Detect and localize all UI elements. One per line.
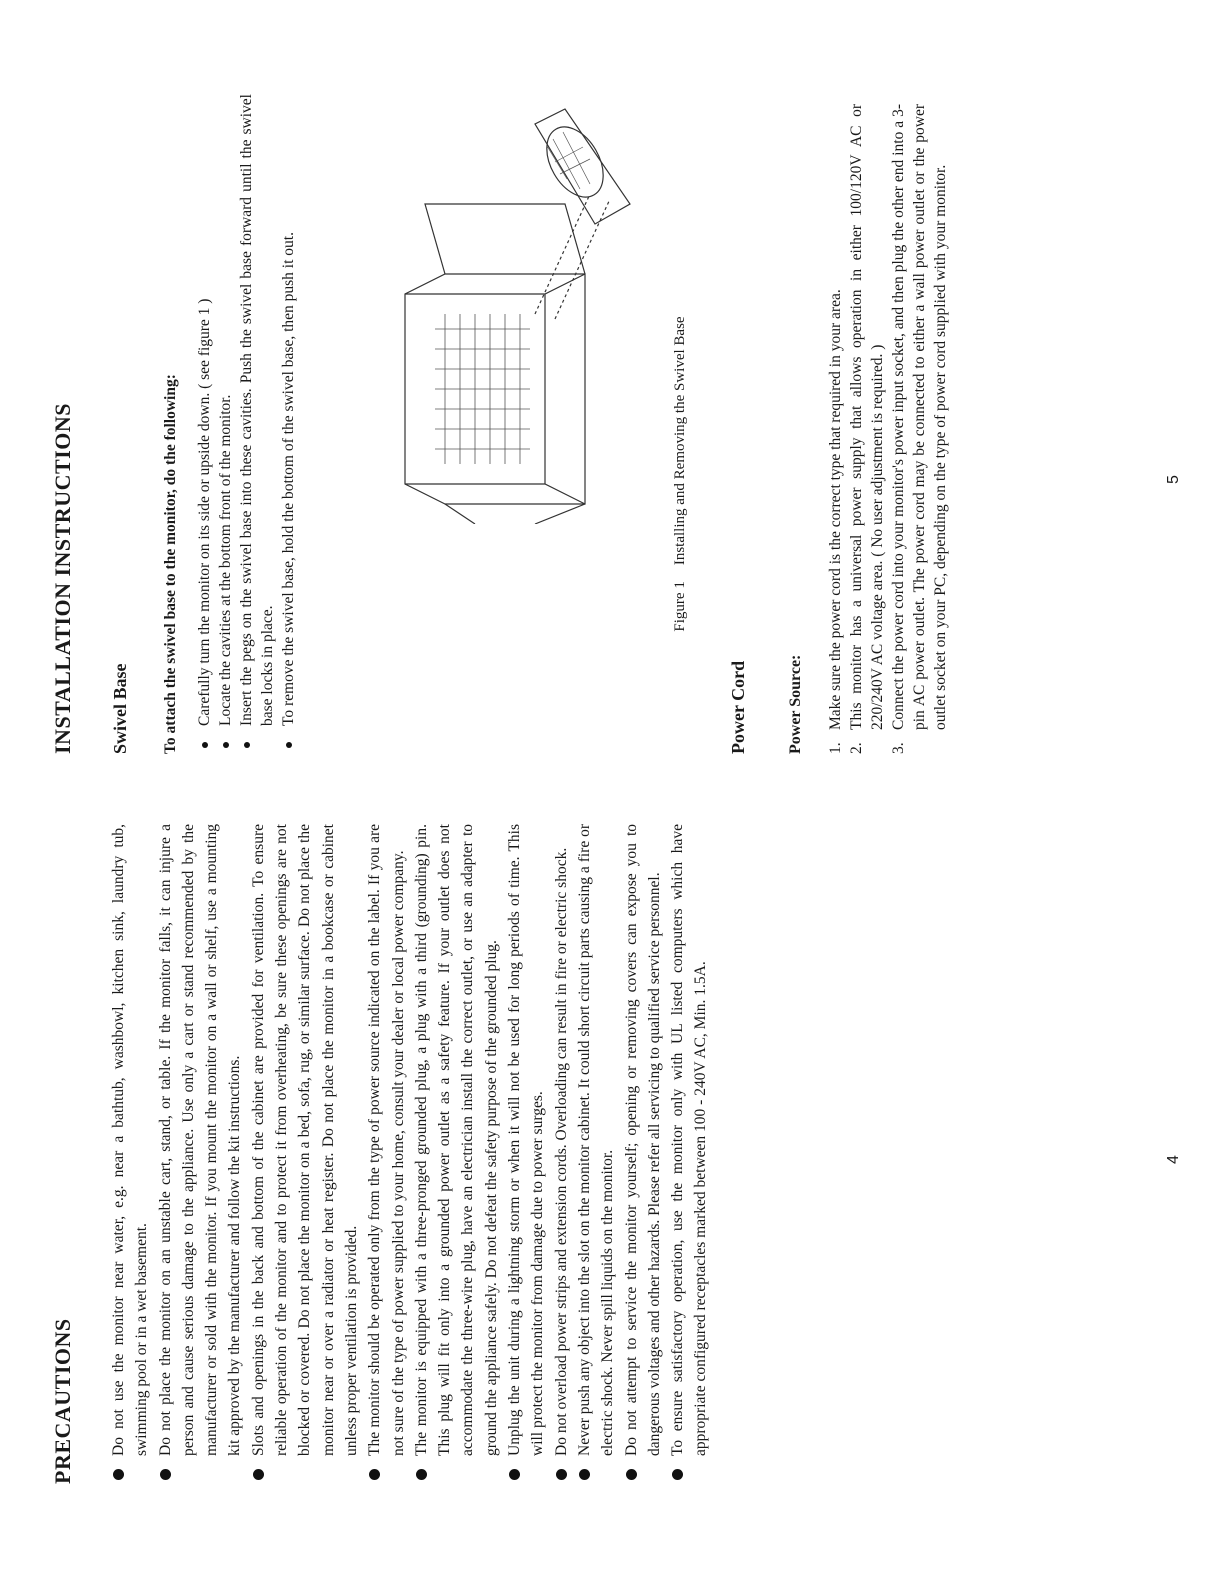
power-steps-list <box>825 104 951 754</box>
bullet-icon <box>286 742 292 748</box>
bullet-icon <box>416 1469 427 1480</box>
bullet-icon <box>556 1469 567 1480</box>
bullet-icon <box>579 1469 590 1480</box>
list-item: The monitor should be operated only from the type of power source indicated on the label. If you are not sure of the type of power supplied to your home, consult your dealer or local power company. <box>363 824 410 1484</box>
list-item: 2. This monitor has a universal power supply that allows operation in either 100/120V AC or 220/240V AC voltage area. ( No user adjustment is required. ) <box>848 104 886 754</box>
figure-caption-text: Installing and Removing the Swivel Base <box>672 316 688 566</box>
monitor-swivel-drawing <box>385 104 635 524</box>
bullet-icon <box>202 742 208 748</box>
list-item: To remove the swivel base, hold the bottom of the swivel base, then push it out. <box>278 94 299 754</box>
bullet-icon <box>113 1469 124 1480</box>
bullet-icon <box>626 1469 637 1480</box>
figure-swivel-base-illustration <box>385 104 635 524</box>
list-item: To ensure satisfactory operation, use the monitor only with UL listed computers which have appropriate configured receptacles marked between 100 - 240V AC, Min. 1.5A. <box>666 824 713 1484</box>
page-title-installation: INSTALLATION INSTRUCTIONS <box>50 403 75 754</box>
list-item: Slots and openings in the back and bottom of the cabinet are provided for ventilation. To ensure reliable operation of the monitor and to protect it from overheating, be sure these openings are not blocked or covered. Do not place the monitor on a bed, sofa, rug, or similar surface. Do not place the monitor near or over a radiator or heat register. Do not place the monitor in a bookcase or cabinet unless proper ventilation is provided. <box>247 824 363 1484</box>
swivel-intro: To attach the swivel base to the monitor, do the following: <box>162 374 179 754</box>
list-item: Do not place the monitor on an unstable cart, stand, or table. If the monitor falls, it can injure a person and cause serious damage to the appliance. Use only a cart or stand recommended by the manufacturer or sold with the monitor. If you mount the monitor on a wall or shelf, use a mounting kit approved by the manufacturer and follow the kit instructions. <box>154 824 247 1484</box>
bullet-icon <box>253 1469 264 1480</box>
figure-number: Figure 1 <box>672 581 688 632</box>
list-item: The monitor is equipped with a three-pronged grounded plug, a plug with a third (grounding) pin. This plug will fit only into a grounded power outlet as a safety feature. If your outlet does not accommodate the three-wire plug, have an electrician install the correct outlet, or use an adapter to ground the appliance safely. Do not defeat the safety purpose of the grounded plug. <box>410 824 503 1484</box>
subheading-power-source: Power Source: <box>787 654 804 754</box>
figure-caption <box>672 194 689 754</box>
list-item: Do not use the monitor near water, e.g. near a bathtub, washbowl, kitchen sink, laundry tub, swimming pool or in a wet basement. <box>107 824 154 1484</box>
bullet-icon <box>223 742 229 748</box>
section-heading-swivel-base: Swivel Base <box>110 663 130 754</box>
left-page <box>0 804 1224 1484</box>
list-item: 3. Connect the power cord into your monitor's power input socket, and then plug the other end into a 3-pin AC power outlet. The power cord may be connected to either a wall power outlet or the power outlet socket on your PC, depending on the type of power cord supplied with your monitor. <box>890 104 949 754</box>
list-item: Insert the pegs on the swivel base into these cavities. Push the swivel base forward until the swivel base locks in place. <box>236 94 278 754</box>
list-item: Never push any object into the slot on the monitor cabinet. It could short circuit parts causing a fire or electric shock. Never spill liquids on the monitor. <box>573 824 620 1484</box>
bullet-icon <box>244 742 250 748</box>
bullet-icon <box>509 1469 520 1480</box>
bullet-icon <box>672 1469 683 1480</box>
precautions-list <box>107 824 713 1484</box>
list-item: Locate the cavities at the bottom front of the monitor. <box>215 94 236 754</box>
section-heading-power-cord: Power Cord <box>728 660 748 754</box>
right-page <box>0 64 1224 754</box>
page-title-precautions: PRECAUTIONS <box>50 1318 75 1484</box>
page-number: 5 <box>1165 475 1182 484</box>
list-item: 1. Make sure the power cord is the correct type that required in your area. <box>827 289 844 754</box>
bullet-icon <box>369 1469 380 1480</box>
list-item: Do not overload power strips and extension cords. Overloading can result in fire or electric shock. <box>550 824 573 1484</box>
list-item: Unplug the unit during a lightning storm or when it will not be used for long periods of time. This will protect the monitor from damage due to power surges. <box>503 824 550 1484</box>
swivel-steps-list <box>194 94 299 754</box>
bullet-icon <box>160 1469 171 1480</box>
page-number: 4 <box>1165 1155 1182 1164</box>
list-item: Carefully turn the monitor on its side or upside down. ( see figure 1 ) <box>194 94 215 754</box>
list-item: Do not attempt to service the monitor yourself; opening or removing covers can expose you to dangerous voltages and other hazards. Please refer all servicing to qualified service personnel. <box>620 824 667 1484</box>
